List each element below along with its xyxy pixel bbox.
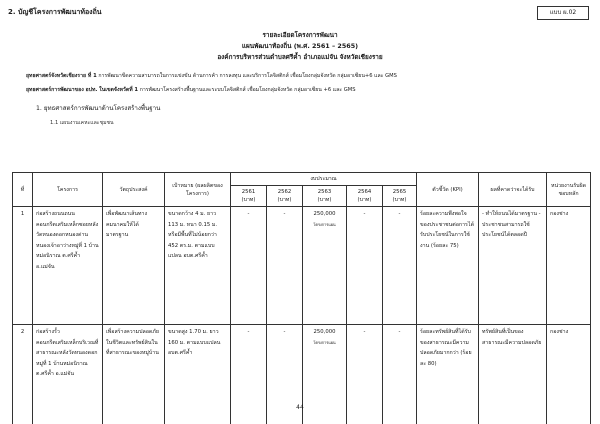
header-year: 2563 (บาท): [303, 186, 347, 207]
row-project: ก่อสร้างรั้วคอนกรีตเสริมเหล็กบริเวณที่สาธารณะหลังวัดหนองดอกหมู่ที่ 1 บ้านหม่อนิราณ ต.ศรีค้ำ อ.แม่จัน: [33, 325, 103, 424]
row-agency: กองช่าง: [547, 325, 591, 424]
header-objective: วัตถุประสงค์: [103, 173, 165, 207]
header-year: 2562 (บาท): [267, 186, 303, 207]
row-target: ขนาดกว้าง 4 ม. ยาว 113 ม. หนา 0.15 ม. หรือมีพื้นที่ไม่น้อยกว่า 452 ตร.ม. ตามแบบแปลน อบต.ศรีค้ำ: [165, 207, 231, 325]
report-title: รายละเอียดโครงการพัฒนา: [262, 31, 338, 39]
table-row: [13, 207, 591, 325]
header-budget: งบประมาณ: [231, 173, 417, 186]
row-kpi: ร้อยละความพึงพอใจของประชาชนต่อการได้รับประโยชน์ในการใช้งาน (ร้อยละ 75): [417, 207, 479, 325]
row-no: 1: [13, 207, 33, 325]
row-project: ก่อสร้างถนนถนนคอนกรีตเสริมเหล็กซอยหลังวัดหนองดอกหนองด่านหนองเจ้าอาว่างหมู่ที่ 1 บ้านหม่อนิราณ ต.ศรีค้ำ อ.แม่จัน: [33, 207, 103, 325]
strategy-1-text: การพัฒนาขีดความสามารถในการแข่งขัน ด้านการค้า การลงทุน และบริการโลจิสติกส์ เชื่อมโยงกลุ่มจังหวัด กลุ่มอาเซียน+6 และ GMS: [98, 73, 397, 79]
header-agency: หน่วยงานรับผิดชอบหลัก: [547, 173, 591, 207]
row-budget-2565: -: [383, 207, 417, 325]
row-budget-2562: -: [267, 207, 303, 325]
header-year: 2561 (บาท): [231, 186, 267, 207]
row-budget-2563: 250,000 โครงการแผน: [303, 207, 347, 325]
header-target: เป้าหมาย (ผลผลิตของโครงการ): [165, 173, 231, 207]
row-budget-2563: 250,000 โครงการแผน: [303, 325, 347, 424]
row-objective: เพื่อพัฒนาเส้นทางคมนาคมให้ได้มาตรฐาน: [103, 207, 165, 325]
strategy-2-label: ยุทธศาสตร์การพัฒนาของ อปท. ในเขตจังหวัดที่ 1: [26, 87, 139, 93]
row-kpi: ร้อยละทรัพย์สินที่ได้รับของสาธารณะมีความปลอดภัยมากกว่า (ร้อยละ 80): [417, 325, 479, 424]
section-heading: 1. ยุทธศาสตร์การพัฒนาด้านโครงสร้างพื้นฐาน: [36, 105, 161, 112]
budget-note: โครงการแผน: [313, 221, 336, 227]
subsection-heading: 1.1 แผนงานเคหะและชุมชน: [50, 120, 114, 126]
row-budget-2564: -: [347, 207, 383, 325]
page-number: 44: [296, 404, 304, 411]
header-project: โครงการ: [33, 173, 103, 207]
row-agency: กองช่าง: [547, 207, 591, 325]
project-table: [12, 172, 591, 424]
budget-note: โครงการแผน: [313, 339, 336, 345]
row-target: ขนาดสูง 1.70 ม. ยาว 160 ม. ตามแบบแปลน อบต.ศรีค้ำ: [165, 325, 231, 424]
row-budget-2561: -: [231, 207, 267, 325]
row-expected: ทรัพย์สินที่เป็นของสาธารณะมีความปลอดภัย: [479, 325, 547, 424]
row-budget-2561: -: [231, 325, 267, 424]
header-no: ที่: [13, 173, 33, 207]
row-budget-2565: -: [383, 325, 417, 424]
header-expected: ผลที่คาดว่าจะได้รับ: [479, 173, 547, 207]
strategy-2: [26, 86, 356, 94]
row-budget-2564: -: [347, 325, 383, 424]
header-year: 2565 (บาท): [383, 186, 417, 207]
header-year: 2564 (บาท): [347, 186, 383, 207]
strategy-1: [26, 72, 397, 80]
row-no: 2: [13, 325, 33, 424]
form-code-badge: แบบ ผ.02: [537, 6, 589, 20]
strategy-2-text: การพัฒนาโครงสร้างพื้นฐานและระบบโลจิสติกส์ เชื่อมโยงกลุ่มจังหวัด กลุ่มอาเซียน +6 และ GMS: [139, 87, 356, 93]
row-budget-2562: -: [267, 325, 303, 424]
row-expected: - ทำให้ถนนได้มาตรฐาน - ประชาชนสามารถใช้ประโยชน์ได้ตลอดปี: [479, 207, 547, 325]
row-objective: เพื่อสร้างความปลอดภัยในชีวิตและทรัพย์สินในที่สาธารณะของหมู่บ้าน: [103, 325, 165, 424]
org-title: องค์การบริหารส่วนตำบลศรีค้ำ อำเภอแม่จัน จังหวัดเชียงราย: [217, 53, 383, 61]
section-title: 2. บัญชีโครงการพัฒนาท้องถิ่น: [8, 8, 102, 16]
header-kpi: ตัวชี้วัด (KPI): [417, 173, 479, 207]
plan-title: แผนพัฒนาท้องถิ่น (พ.ศ. 2561 – 2565): [241, 42, 359, 50]
strategy-1-label: ยุทธศาสตร์จังหวัดเชียงราย ที่ 1: [26, 73, 97, 79]
